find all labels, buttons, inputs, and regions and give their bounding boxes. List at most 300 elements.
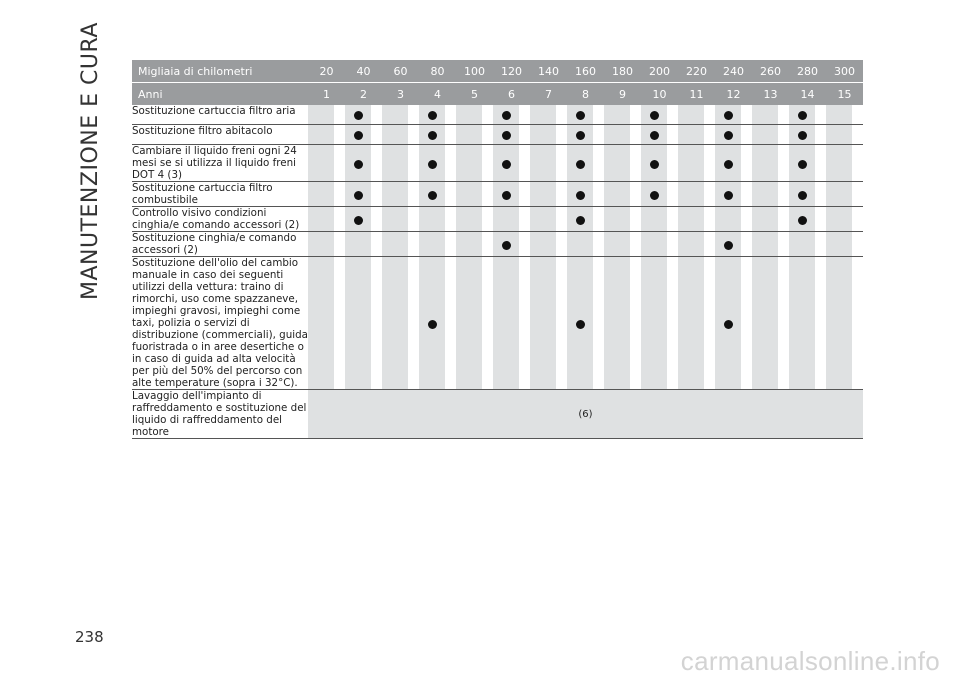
cell-gap: [630, 207, 641, 232]
schedule-cell: [752, 125, 778, 145]
header-year-value: 8: [567, 82, 604, 105]
schedule-cell: [419, 182, 445, 207]
cell-gap: [630, 182, 641, 207]
schedule-cell: [678, 105, 704, 125]
service-dot-icon: [576, 191, 585, 200]
table-body: [132, 105, 863, 439]
cell-gap: [630, 257, 641, 390]
schedule-cell: [456, 232, 482, 257]
cell-gap: [704, 207, 715, 232]
cell-gap: [519, 232, 530, 257]
service-dot-icon: [502, 241, 511, 250]
schedule-cell: [345, 232, 371, 257]
cell-gap: [852, 105, 863, 125]
header-year-value: 3: [382, 82, 419, 105]
cell-gap: [482, 182, 493, 207]
cell-gap: [667, 207, 678, 232]
header-year-value: 1: [308, 82, 345, 105]
schedule-cell: [419, 207, 445, 232]
service-dot-icon: [428, 131, 437, 140]
schedule-cell: [382, 182, 408, 207]
cell-gap: [852, 125, 863, 145]
schedule-cell: [382, 125, 408, 145]
service-dot-icon: [428, 320, 437, 329]
header-year-value: 11: [678, 82, 715, 105]
schedule-cell: [530, 145, 556, 182]
header-year-value: 5: [456, 82, 493, 105]
cell-gap: [482, 105, 493, 125]
schedule-cell: [826, 207, 852, 232]
cell-gap: [778, 145, 789, 182]
schedule-cell: [308, 105, 334, 125]
schedule-cell: [345, 105, 371, 125]
cell-gap: [371, 105, 382, 125]
row-label: Sostituzione cartuccia filtro combustibile: [132, 182, 308, 207]
service-dot-icon: [650, 111, 659, 120]
schedule-cell: [715, 182, 741, 207]
service-dot-icon: [576, 111, 585, 120]
cell-gap: [667, 105, 678, 125]
cell-gap: [445, 232, 456, 257]
cell-gap: [667, 257, 678, 390]
cell-gap: [593, 207, 604, 232]
schedule-cell: [641, 145, 667, 182]
service-dot-icon: [502, 160, 511, 169]
schedule-cell: [567, 125, 593, 145]
row-label: Sostituzione cartuccia filtro aria: [132, 105, 308, 125]
service-dot-icon: [428, 111, 437, 120]
cell-gap: [482, 207, 493, 232]
table-row: [132, 390, 863, 439]
schedule-cell: [493, 232, 519, 257]
schedule-cell: [493, 182, 519, 207]
cell-gap: [852, 182, 863, 207]
schedule-cell: [530, 125, 556, 145]
cell-gap: [371, 145, 382, 182]
service-dot-icon: [428, 191, 437, 200]
header-km-value: 160: [567, 60, 604, 82]
cell-gap: [704, 257, 715, 390]
schedule-cell: [641, 207, 667, 232]
schedule-cell: [678, 232, 704, 257]
cell-gap: [778, 105, 789, 125]
cell-gap: [593, 125, 604, 145]
schedule-cell: [604, 145, 630, 182]
schedule-cell: [456, 145, 482, 182]
schedule-cell: [604, 105, 630, 125]
schedule-cell: [789, 257, 815, 390]
schedule-cell: [345, 207, 371, 232]
schedule-cell: [456, 207, 482, 232]
cell-gap: [445, 257, 456, 390]
header-km-value: 40: [345, 60, 382, 82]
cell-gap: [667, 145, 678, 182]
service-dot-icon: [576, 131, 585, 140]
cell-gap: [667, 232, 678, 257]
table-row: [132, 125, 863, 145]
schedule-cell: [419, 232, 445, 257]
header-km-value: 80: [419, 60, 456, 82]
schedule-cell: [715, 125, 741, 145]
header-year-value: 10: [641, 82, 678, 105]
header-km-value: 60: [382, 60, 419, 82]
schedule-cell: [493, 125, 519, 145]
cell-gap: [741, 207, 752, 232]
cell-gap: [815, 207, 826, 232]
schedule-cell: [308, 145, 334, 182]
page-number: 238: [75, 628, 104, 646]
header-km-value: 220: [678, 60, 715, 82]
cell-gap: [408, 232, 419, 257]
header-km-value: 100: [456, 60, 493, 82]
cell-gap: [408, 257, 419, 390]
header-km-value: 300: [826, 60, 863, 82]
schedule-cell: [567, 257, 593, 390]
header-row-km: [132, 60, 863, 82]
cell-gap: [408, 182, 419, 207]
cell-gap: [741, 257, 752, 390]
cell-gap: [519, 207, 530, 232]
header-km-value: 140: [530, 60, 567, 82]
schedule-cell: [826, 145, 852, 182]
header-km-value: 260: [752, 60, 789, 82]
section-title-text: MANUTENZIONE E CURA: [78, 22, 103, 300]
service-dot-icon: [650, 131, 659, 140]
service-dot-icon: [576, 160, 585, 169]
cell-gap: [704, 182, 715, 207]
schedule-cell: [493, 105, 519, 125]
header-year-value: 2: [345, 82, 382, 105]
schedule-cell: [826, 105, 852, 125]
schedule-cell: [678, 125, 704, 145]
schedule-cell: [604, 257, 630, 390]
schedule-cell: [641, 182, 667, 207]
service-dot-icon: [354, 191, 363, 200]
schedule-cell: [382, 232, 408, 257]
cell-gap: [334, 182, 345, 207]
schedule-cell: [678, 182, 704, 207]
cell-gap: [408, 105, 419, 125]
schedule-cell: [382, 145, 408, 182]
cell-gap: [593, 145, 604, 182]
header-year-value: 12: [715, 82, 752, 105]
cell-gap: [852, 232, 863, 257]
schedule-cell: [641, 232, 667, 257]
header-km-value: 180: [604, 60, 641, 82]
schedule-cell: [752, 257, 778, 390]
cell-gap: [815, 182, 826, 207]
cell-gap: [556, 145, 567, 182]
schedule-cell: [715, 232, 741, 257]
schedule-cell: [308, 207, 334, 232]
schedule-cell: [567, 232, 593, 257]
schedule-cell: [752, 182, 778, 207]
cell-gap: [334, 257, 345, 390]
row-label: Sostituzione filtro abitacolo: [132, 125, 308, 145]
cell-gap: [482, 257, 493, 390]
schedule-cell: [456, 257, 482, 390]
cell-gap: [630, 105, 641, 125]
schedule-cell: [715, 257, 741, 390]
schedule-cell: [604, 232, 630, 257]
schedule-cell: [826, 182, 852, 207]
schedule-cell: [308, 257, 334, 390]
cell-gap: [371, 182, 382, 207]
cell-gap: [445, 105, 456, 125]
service-dot-icon: [354, 131, 363, 140]
header-year-value: 9: [604, 82, 641, 105]
row-label: Lavaggio dell'impianto di raffreddamento e sostituzione del liquido di raffreddamento del motore: [132, 390, 307, 438]
cell-gap: [704, 232, 715, 257]
schedule-cell: [604, 207, 630, 232]
schedule-cell: [567, 207, 593, 232]
service-dot-icon: [650, 160, 659, 169]
schedule-cell: [419, 105, 445, 125]
schedule-cell: [530, 257, 556, 390]
schedule-cell: [382, 257, 408, 390]
table-row: [132, 182, 863, 207]
row-label: Sostituzione cinghia/e comando accessori (2): [132, 232, 308, 257]
header-row-years: [132, 82, 863, 105]
table-row: [132, 105, 863, 125]
cell-gap: [630, 125, 641, 145]
cell-gap: [741, 232, 752, 257]
header-year-value: 13: [752, 82, 789, 105]
service-dot-icon: [798, 191, 807, 200]
maintenance-schedule-table: [132, 60, 863, 439]
cell-gap: [852, 257, 863, 390]
cell-gap: [815, 145, 826, 182]
cell-gap: [852, 145, 863, 182]
schedule-cell: [715, 105, 741, 125]
table-row: [132, 145, 863, 182]
service-dot-icon: [502, 191, 511, 200]
schedule-cell: [530, 105, 556, 125]
cell-gap: [408, 125, 419, 145]
schedule-cell: [345, 145, 371, 182]
service-dot-icon: [798, 216, 807, 225]
cell-gap: [519, 257, 530, 390]
schedule-cell: [752, 105, 778, 125]
schedule-cell: [493, 207, 519, 232]
service-dot-icon: [724, 160, 733, 169]
schedule-cell: [456, 105, 482, 125]
table-row: [132, 257, 863, 390]
cell-gap: [778, 125, 789, 145]
cell-gap: [593, 232, 604, 257]
cell-gap: [778, 182, 789, 207]
cell-gap: [593, 257, 604, 390]
schedule-cell: [641, 125, 667, 145]
cell-gap: [482, 125, 493, 145]
service-dot-icon: [354, 160, 363, 169]
row-label: Controllo visivo condizioni cinghia/e comando accessori (2): [132, 207, 308, 232]
cell-gap: [630, 232, 641, 257]
cell-gap: [519, 182, 530, 207]
cell-gap: [852, 207, 863, 232]
schedule-cell: [382, 105, 408, 125]
service-dot-icon: [502, 131, 511, 140]
schedule-cell: [789, 105, 815, 125]
service-dot-icon: [576, 216, 585, 225]
service-dot-icon: [724, 111, 733, 120]
service-dot-icon: [650, 191, 659, 200]
service-dot-icon: [724, 241, 733, 250]
cell-gap: [519, 145, 530, 182]
header-km-value: 200: [641, 60, 678, 82]
cell-gap: [593, 182, 604, 207]
schedule-cell: [493, 145, 519, 182]
schedule-cell: [419, 145, 445, 182]
schedule-cell: [530, 182, 556, 207]
schedule-cell: [456, 125, 482, 145]
cell-gap: [445, 207, 456, 232]
cell-gap: [371, 125, 382, 145]
schedule-cell: [419, 125, 445, 145]
cell-gap: [741, 145, 752, 182]
service-dot-icon: [502, 111, 511, 120]
cell-gap: [445, 182, 456, 207]
schedule-cell: [604, 125, 630, 145]
cell-gap: [371, 257, 382, 390]
service-dot-icon: [354, 111, 363, 120]
service-dot-icon: [798, 111, 807, 120]
cell-gap: [334, 207, 345, 232]
cell-gap: [815, 232, 826, 257]
header-year-value: 15: [826, 82, 863, 105]
cell-gap: [334, 125, 345, 145]
schedule-cell: [567, 105, 593, 125]
schedule-cell: [789, 232, 815, 257]
cell-gap: [334, 145, 345, 182]
cell-gap: [556, 105, 567, 125]
table-row: [132, 232, 863, 257]
service-dot-icon: [798, 131, 807, 140]
header-years-label: Anni: [132, 82, 308, 105]
cell-gap: [815, 105, 826, 125]
cell-gap: [334, 105, 345, 125]
cell-gap: [667, 125, 678, 145]
schedule-cell: [641, 257, 667, 390]
schedule-cell: [493, 257, 519, 390]
cell-gap: [741, 125, 752, 145]
cell-gap: [815, 257, 826, 390]
cell-gap: [815, 125, 826, 145]
cell-gap: [741, 182, 752, 207]
schedule-cell: [530, 232, 556, 257]
cell-gap: [334, 232, 345, 257]
header-km-label: Migliaia di chilometri: [132, 60, 308, 82]
row-label: Cambiare il liquido freni ogni 24 mesi se si utilizza il liquido freni DOT 4 (3): [132, 145, 308, 182]
cell-gap: [445, 145, 456, 182]
table-row: [132, 207, 863, 232]
schedule-cell: [530, 207, 556, 232]
service-dot-icon: [428, 160, 437, 169]
cell-gap: [556, 257, 567, 390]
schedule-cell: [604, 182, 630, 207]
cell-gap: [778, 257, 789, 390]
service-dot-icon: [576, 320, 585, 329]
cell-gap: [482, 232, 493, 257]
cell-gap: [556, 232, 567, 257]
cell-gap: [667, 182, 678, 207]
header-year-value: 14: [789, 82, 826, 105]
cell-gap: [408, 207, 419, 232]
schedule-cell: [308, 232, 334, 257]
cell-gap: [704, 105, 715, 125]
header-km-value: 120: [493, 60, 530, 82]
cell-gap: [445, 125, 456, 145]
schedule-cell: [715, 145, 741, 182]
schedule-cell: [345, 125, 371, 145]
cell-gap: [371, 232, 382, 257]
service-dot-icon: [724, 320, 733, 329]
cell-gap: [630, 145, 641, 182]
schedule-cell: [789, 182, 815, 207]
cell-gap: [519, 105, 530, 125]
service-dot-icon: [724, 131, 733, 140]
cell-gap: [741, 105, 752, 125]
schedule-cell: [308, 182, 334, 207]
cell-gap: [482, 145, 493, 182]
schedule-cell: [678, 257, 704, 390]
schedule-cell: [752, 145, 778, 182]
schedule-cell: [678, 207, 704, 232]
schedule-cell: [382, 207, 408, 232]
schedule-cell: [678, 145, 704, 182]
schedule-cell: [789, 207, 815, 232]
service-dot-icon: [798, 160, 807, 169]
row-note: (6): [308, 390, 863, 439]
header-year-value: 4: [419, 82, 456, 105]
schedule-cell: [456, 182, 482, 207]
cell-gap: [704, 125, 715, 145]
cell-gap: [519, 125, 530, 145]
header-km-value: 280: [789, 60, 826, 82]
header-year-value: 7: [530, 82, 567, 105]
cell-gap: [593, 105, 604, 125]
cell-gap: [778, 207, 789, 232]
service-dot-icon: [724, 191, 733, 200]
header-km-value: 240: [715, 60, 752, 82]
watermark: carmanualsonline.info: [680, 646, 940, 676]
cell-gap: [556, 182, 567, 207]
row-label: Sostituzione dell'olio del cambio manuale in caso dei seguenti utilizzi della vettura: traino di rimorchi, uso come spazzaneve, impieghi gravosi, impieghi come taxi, polizia o servizi di distribuzione (commerciali), guida fuoristrada o in aree desertiche o in caso di guida ad alta velocità per più del 50% del percorso con alte temperature (sopra i 32°C).: [132, 257, 308, 389]
cell-gap: [556, 125, 567, 145]
schedule-cell: [826, 232, 852, 257]
schedule-cell: [826, 257, 852, 390]
schedule-cell: [567, 145, 593, 182]
schedule-cell: [789, 145, 815, 182]
schedule-cell: [308, 125, 334, 145]
schedule-cell: [789, 125, 815, 145]
schedule-cell: [715, 207, 741, 232]
schedule-cell: [345, 182, 371, 207]
cell-gap: [408, 145, 419, 182]
service-dot-icon: [354, 216, 363, 225]
cell-gap: [371, 207, 382, 232]
schedule-cell: [752, 207, 778, 232]
schedule-cell: [752, 232, 778, 257]
cell-gap: [556, 207, 567, 232]
cell-gap: [778, 232, 789, 257]
header-year-value: 6: [493, 82, 530, 105]
schedule-cell: [419, 257, 445, 390]
schedule-cell: [345, 257, 371, 390]
schedule-cell: [641, 105, 667, 125]
header-km-value: 20: [308, 60, 345, 82]
schedule-cell: [826, 125, 852, 145]
